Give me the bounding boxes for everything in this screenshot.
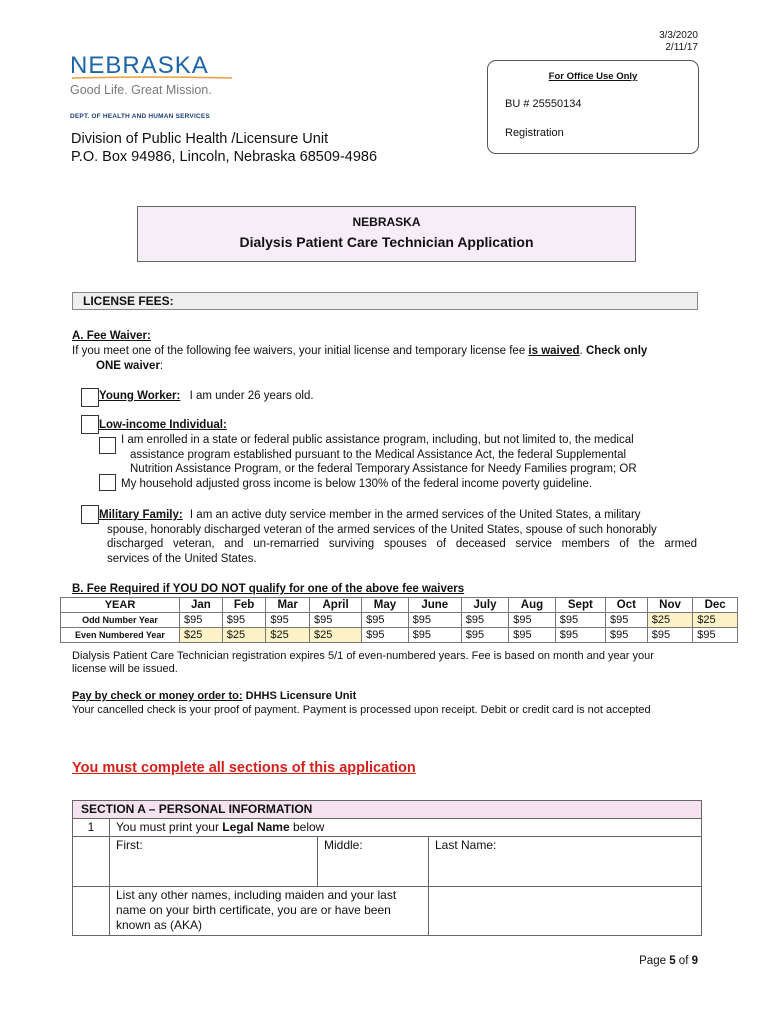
fee-waiver-heading: A. Fee Waiver: <box>72 330 151 342</box>
even-year-fee: $95 <box>693 628 738 643</box>
young-worker-text: I am under 26 years old. <box>189 390 314 402</box>
odd-year-fee: $95 <box>310 613 362 628</box>
even-year-fee: $95 <box>362 628 409 643</box>
month-header: Jan <box>180 598 223 613</box>
page-total: 9 <box>691 955 698 967</box>
low-income-text <box>121 433 637 491</box>
even-year-fee: $95 <box>509 628 555 643</box>
odd-year-fee: $95 <box>266 613 310 628</box>
page-pre: Page <box>639 955 670 967</box>
intro-end: : <box>159 359 164 372</box>
young-worker-checkbox[interactable] <box>81 388 99 407</box>
address-line-2: P.O. Box 94986, Lincoln, Nebraska 68509-4986 <box>71 149 378 165</box>
print-pre: You must print your <box>116 820 223 834</box>
address-block <box>71 130 377 166</box>
payment-recipient: DHHS Licensure Unit <box>242 690 357 702</box>
name-fields-spacer <box>73 837 110 886</box>
legal-name-instruction-row <box>73 819 701 837</box>
date-revision: 2/11/17 <box>665 42 698 53</box>
fee-note-line-1: Dialysis Patient Care Technician registration expires 5/1 of even-numbered years. Fee is based on month and year your <box>72 650 654 662</box>
first-name-label: First: <box>116 838 143 852</box>
low-income-line-4: My household adjusted gross income is below 130% of the federal income poverty guideline. <box>121 477 593 490</box>
name-fields-row <box>73 837 701 887</box>
date-current: 3/3/2020 <box>659 30 698 41</box>
low-income-checkbox[interactable] <box>81 415 99 434</box>
middle-name-field[interactable] <box>318 837 429 886</box>
aka-input[interactable] <box>429 887 701 935</box>
low-income-line-2: assistance program established pursuant to the Medical Assistance Act, the federal Supplemental <box>130 448 627 461</box>
month-header: April <box>310 598 362 613</box>
month-header: Feb <box>222 598 266 613</box>
odd-year-fee: $95 <box>605 613 647 628</box>
address-line-1: Division of Public Health /Licensure Unit <box>71 131 329 147</box>
fee-table-header-row <box>61 598 738 613</box>
middle-name-label: Middle: <box>324 838 363 852</box>
row-number: 1 <box>73 819 110 836</box>
aka-spacer <box>73 887 110 935</box>
logo-swoosh-icon <box>72 76 232 80</box>
young-worker-row <box>99 389 314 404</box>
odd-year-fee: $25 <box>647 613 693 628</box>
intro-waived: is waived <box>528 345 580 357</box>
odd-year-fee: $95 <box>509 613 555 628</box>
month-header: May <box>362 598 409 613</box>
license-fees-bar <box>72 292 698 310</box>
even-year-fee: $25 <box>310 628 362 643</box>
military-family-checkbox[interactable] <box>81 505 99 524</box>
fee-waiver-intro <box>72 344 712 373</box>
odd-year-fee: $95 <box>180 613 223 628</box>
odd-year-label: Odd Number Year <box>61 613 180 628</box>
section-a <box>72 800 702 936</box>
month-header: Dec <box>693 598 738 613</box>
year-label: YEAR <box>61 598 180 613</box>
office-use-heading: For Office Use Only <box>548 71 638 82</box>
office-use-box <box>487 60 699 154</box>
logo-name: NEBRASKA <box>70 52 209 79</box>
even-year-fee: $95 <box>647 628 693 643</box>
month-header: Aug <box>509 598 555 613</box>
title-box <box>137 206 636 262</box>
office-bu-number: BU # 25550134 <box>505 98 582 110</box>
page-of: of <box>675 955 692 967</box>
military-family-text <box>99 508 699 566</box>
intro-one-waiver: ONE waiver <box>96 359 160 372</box>
military-line-3: discharged veteran, and un-remarried surviving spouses of deceased service members of the armed <box>107 538 697 550</box>
license-fees-label: LICENSE FEES: <box>83 294 174 308</box>
military-line-4: services of the United States. <box>107 552 257 565</box>
month-header: Oct <box>605 598 647 613</box>
low-income-line-1: I am enrolled in a state or federal public assistance program, including, but not limited to, the medical <box>121 434 634 446</box>
fee-table-even-row <box>61 628 738 643</box>
last-name-field[interactable] <box>429 837 701 886</box>
payment-line <box>72 689 356 704</box>
fee-table <box>60 597 738 643</box>
low-income-line-3: Nutrition Assistance Program, or the federal Temporary Assistance for Needy Families program; OR <box>130 463 637 475</box>
odd-year-fee: $95 <box>461 613 508 628</box>
section-a-heading: SECTION A – PERSONAL INFORMATION <box>73 801 701 819</box>
odd-year-fee: $25 <box>693 613 738 628</box>
logo-dept: DEPT. OF HEALTH AND HUMAN SERVICES <box>70 113 210 120</box>
intro-check-only: Check only <box>585 345 648 357</box>
first-name-field[interactable] <box>110 837 318 886</box>
title-state: NEBRASKA <box>352 215 421 229</box>
odd-year-fee: $95 <box>408 613 461 628</box>
logo-tagline: Good Life. Great Mission. <box>70 83 212 97</box>
payment-label: Pay by check or money order to: <box>72 690 243 702</box>
odd-year-fee: $95 <box>222 613 266 628</box>
print-post: below <box>289 820 325 834</box>
even-year-fee: $25 <box>222 628 266 643</box>
month-header: June <box>408 598 461 613</box>
aka-label: List any other names, including maiden and your last name on your birth certificate, you are or have been known as (AKA) <box>110 887 429 935</box>
office-registration: Registration <box>505 127 564 139</box>
intro-mid: . <box>579 345 586 357</box>
even-year-fee: $95 <box>605 628 647 643</box>
young-worker-label: Young Worker: <box>99 390 181 402</box>
title-application: Dialysis Patient Care Technician Application <box>239 234 534 250</box>
payment-note: Your cancelled check is your proof of payment. Payment is processed upon receipt. Debit or credit card is not accepted <box>72 704 651 716</box>
fee-note-line-2: license will be issued. <box>72 663 178 675</box>
page-current: 5 <box>669 955 676 967</box>
fee-note <box>72 650 654 676</box>
complete-all-warning: You must complete all sections of this application <box>72 760 416 776</box>
low-income-label: Low-income Individual: <box>99 419 227 431</box>
month-header: Mar <box>266 598 310 613</box>
legal-name-bold: Legal Name <box>222 820 290 834</box>
odd-year-fee: $95 <box>555 613 605 628</box>
page-number <box>639 955 698 967</box>
even-year-fee: $25 <box>266 628 310 643</box>
military-line-1: I am an active duty service member in the armed services of the United States, a military <box>189 509 641 521</box>
low-income-assistance-checkbox[interactable] <box>99 437 116 454</box>
military-family-label: Military Family: <box>99 509 183 521</box>
month-header: July <box>461 598 508 613</box>
even-year-label: Even Numbered Year <box>61 628 180 643</box>
month-header: Nov <box>647 598 693 613</box>
month-header: Sept <box>555 598 605 613</box>
fee-required-heading: B. Fee Required if YOU DO NOT qualify for one of the above fee waivers <box>72 583 465 595</box>
nebraska-logo <box>70 52 212 120</box>
intro-text: If you meet one of the following fee waivers, your initial license and temporary license fee <box>72 345 529 357</box>
even-year-fee: $95 <box>408 628 461 643</box>
legal-name-instruction <box>110 819 701 836</box>
even-year-fee: $95 <box>461 628 508 643</box>
aka-row <box>73 887 701 935</box>
even-year-fee: $25 <box>180 628 223 643</box>
low-income-household-checkbox[interactable] <box>99 474 116 491</box>
odd-year-fee: $95 <box>362 613 409 628</box>
last-name-label: Last Name: <box>435 838 497 852</box>
fee-table-odd-row <box>61 613 738 628</box>
military-line-2: spouse, honorably discharged veteran of the armed services of the United States, spouse of such honorably <box>107 523 657 536</box>
even-year-fee: $95 <box>555 628 605 643</box>
document-dates <box>659 30 698 54</box>
